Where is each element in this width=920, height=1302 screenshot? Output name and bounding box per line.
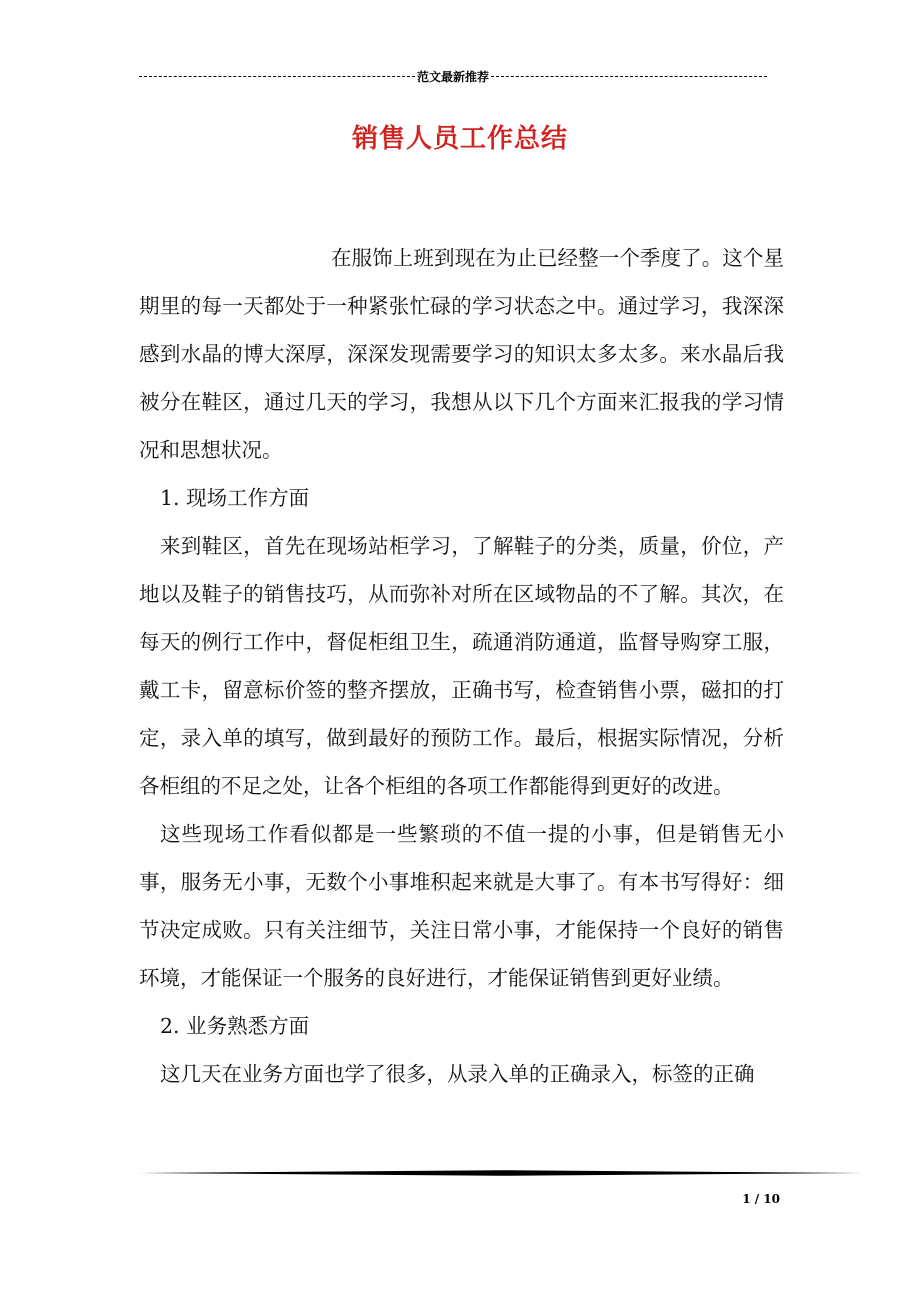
paragraph-details: 这些现场工作看似都是一些繁琐的不值一提的小事，但是销售无小事，服务无小事，无数个小事堆积起来就是大事了。有本书写得好：细节决定成败。只有关注细节，关注日常小事，才能保持一个良好的销售环境，才能保证一个服务的良好进行，才能保证销售到更好业绩。 (139, 822, 784, 990)
document-title: 销售人员工作总结 (351, 124, 568, 154)
document-body (139, 234, 784, 1098)
header-dash-left (139, 76, 415, 77)
paragraph-section-1: 来到鞋区，首先在现场站柜学习，了解鞋子的分类，质量，价位，产地以及鞋子的销售技巧，从而弥补对所在区域物品的不了解。其次，在每天的例行工作中，督促柜组卫生，疏通消防通道，监督导购穿工服，戴工卡，留意标价签的整齐摆放，正确书写，检查销售小票，磁扣的打定，录入单的填写，做到最好的预防工作。最后，根据实际情况，分析各柜组的不足之处，让各个柜组的各项工作都能得到更好的改进。 (139, 534, 784, 798)
section-heading-1: 1. 现场工作方面 (160, 486, 310, 510)
paragraph-intro: 在服饰上班到现在为止已经整一个季度了。这个星期里的每一天都处于一种紧张忙碌的学习状态之中。通过学习，我深深感到水晶的博大深厚，深深发现需要学习的知识太多太多。来水晶后我被分在鞋区，通过几天的学习，我想从以下几个方面来汇报我的学习情况和思想状况。 (139, 246, 784, 462)
section-heading-2: 2. 业务熟悉方面 (160, 1014, 310, 1038)
header-label: 范文最新推荐 (417, 69, 490, 84)
paragraph-section-2: 这几天在业务方面也学了很多，从录入单的正确录入，标签的正确 (160, 1062, 755, 1086)
page-number: 1 / 10 (742, 1192, 780, 1206)
header-rule (139, 66, 767, 86)
footer-rule (139, 1170, 863, 1176)
header-dash-right (491, 76, 767, 77)
